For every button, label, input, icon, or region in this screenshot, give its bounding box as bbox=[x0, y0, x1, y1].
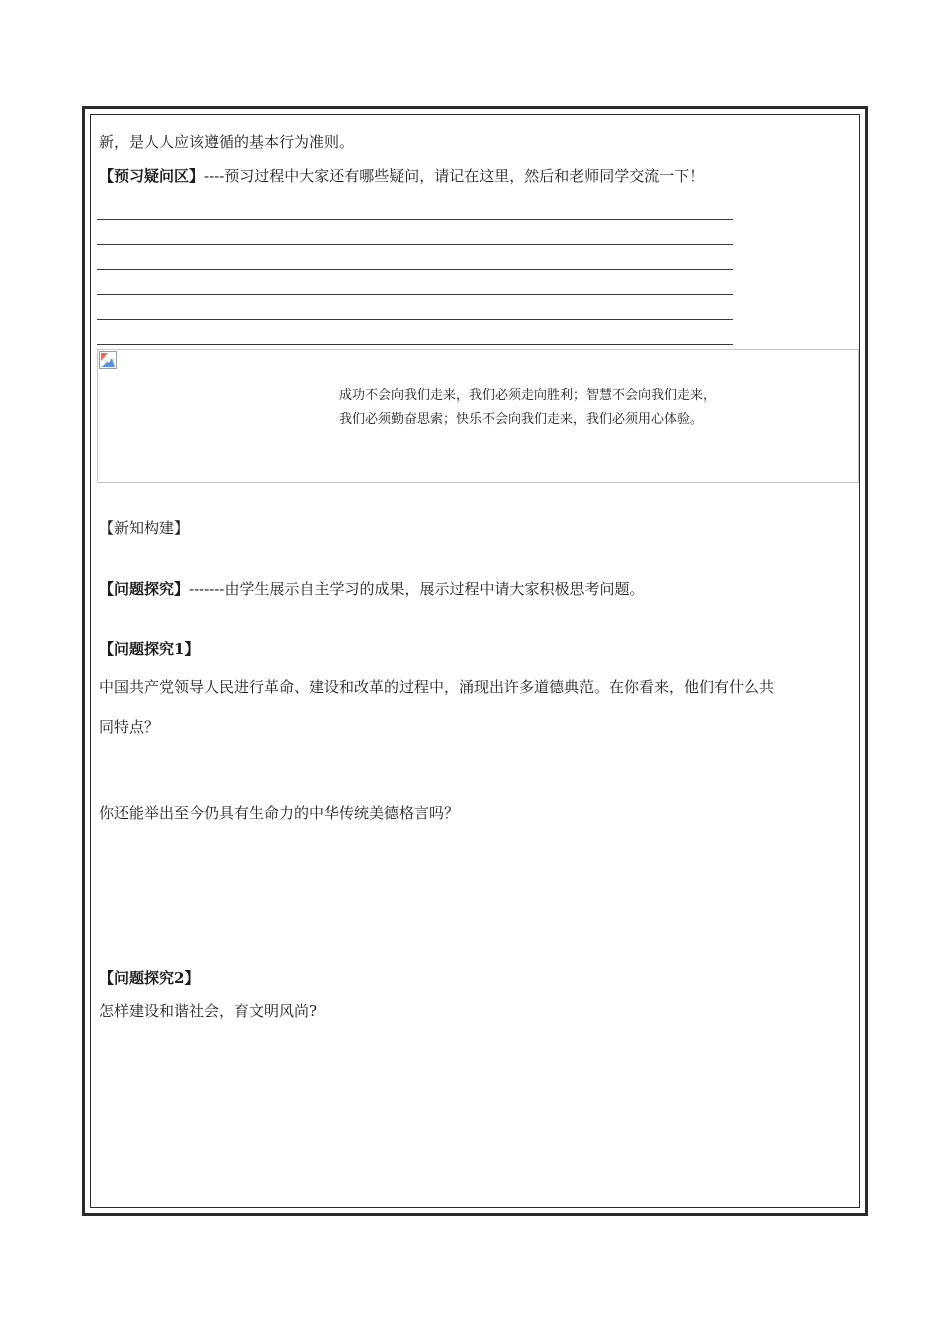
answer-line-6[interactable] bbox=[97, 344, 733, 345]
preview-section bbox=[99, 166, 704, 186]
answer-line-4[interactable] bbox=[97, 294, 733, 295]
worksheet-inner-border bbox=[90, 114, 860, 1208]
answer-line-1[interactable] bbox=[97, 219, 733, 220]
intro-line: 新，是人人应该遵循的基本行为准则。 bbox=[99, 133, 355, 151]
inquiry1-heading: 【问题探究1】 bbox=[99, 640, 200, 658]
answer-line-3[interactable] bbox=[97, 269, 733, 270]
inquiry-text: -------由学生展示自主学习的成果，展示过程中请大家积极思考问题。 bbox=[189, 580, 645, 598]
inquiry-section bbox=[99, 579, 645, 599]
motto-line-2: 我们必须勤奋思索；快乐不会向我们走来，我们必须用心体验。 bbox=[339, 412, 704, 427]
inquiry1-question-line1: 中国共产党领导人民进行革命、建设和改革的过程中，涌现出许多道德典范。在你看来，他们有什么共 bbox=[99, 678, 775, 696]
answer-line-5[interactable] bbox=[97, 319, 733, 320]
motto-box bbox=[97, 349, 859, 483]
inquiry1-question2: 你还能举出至今仍具有生命力的中华传统美德格言吗？ bbox=[99, 804, 460, 822]
inquiry1-question-line2: 同特点？ bbox=[99, 718, 160, 736]
broken-image-icon bbox=[99, 351, 117, 369]
new-knowledge-heading: 【新知构建】 bbox=[99, 519, 190, 537]
inquiry2-heading: 【问题探究2】 bbox=[99, 969, 200, 987]
worksheet-frame bbox=[82, 106, 868, 1216]
preview-heading: 【预习疑问区】 bbox=[99, 167, 205, 185]
preview-text: ----预习过程中大家还有哪些疑问，请记在这里，然后和老师同学交流一下！ bbox=[204, 167, 705, 185]
motto-line-1: 成功不会向我们走来，我们必须走向胜利；智慧不会向我们走来， bbox=[339, 388, 717, 403]
inquiry2-question: 怎样建设和谐社会，育文明风尚? bbox=[99, 1002, 318, 1020]
answer-line-2[interactable] bbox=[97, 244, 733, 245]
inquiry-heading: 【问题探究】 bbox=[99, 580, 190, 598]
